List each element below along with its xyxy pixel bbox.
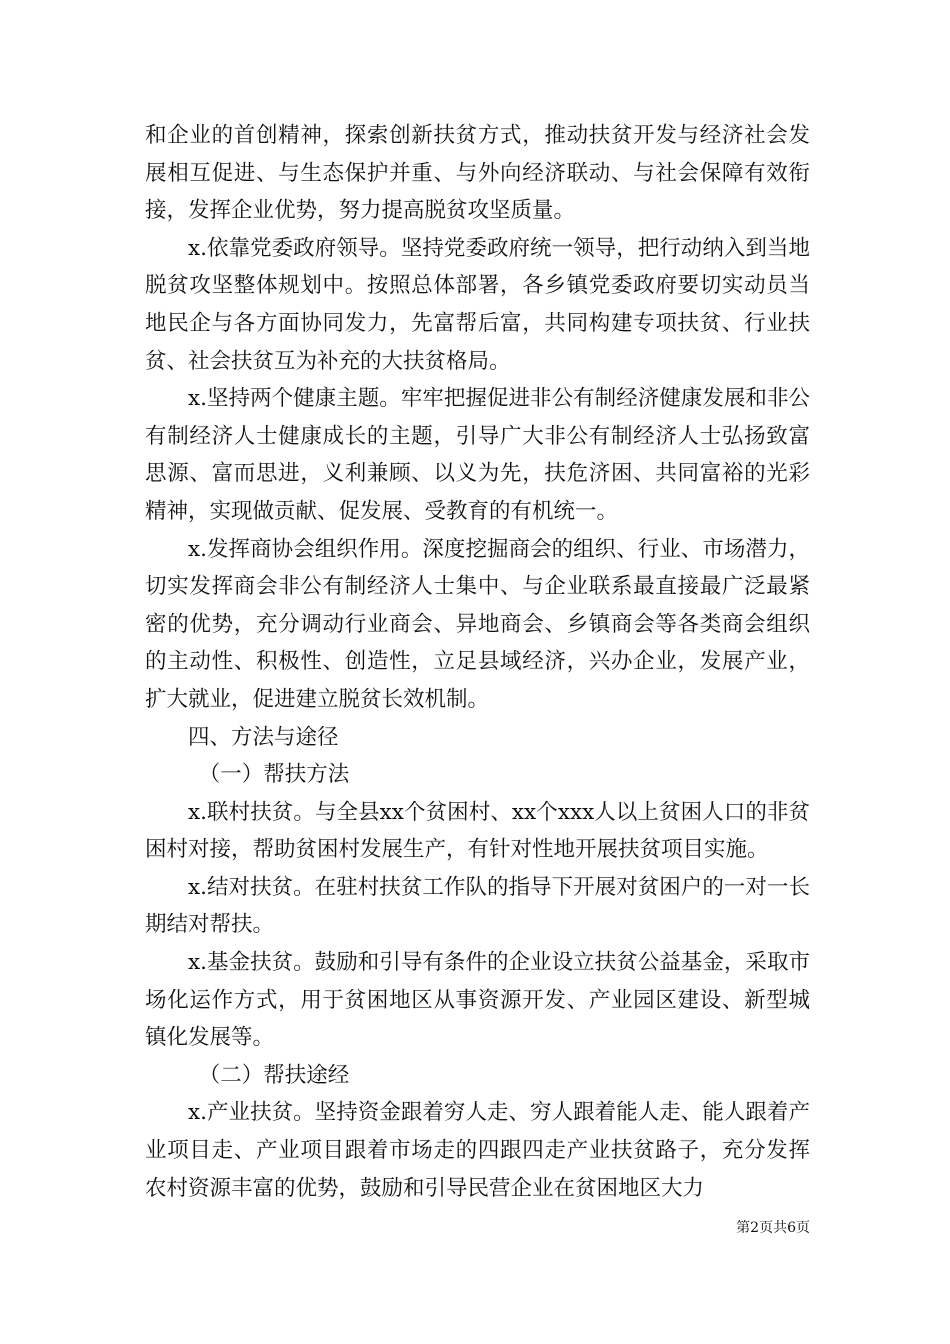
paragraph-chamber-role: x.发挥商协会组织作用。深度挖掘商会的组织、行业、市场潜力，切实发挥商会非公有制经济人士集中、与企业联系最直接最广泛最紧密的优势，充分调动行业商会、异地商会、乡镇商会等各类商会组织的主动性、积极性、创造性，立足县域经济，兴办企业，发展产业，扩大就业，促进建立脱贫长效机制。 — [145, 536, 810, 712]
paragraph-continuation: 和企业的首创精神，探索创新扶贫方式，推动扶贫开发与经济社会发展相互促进、与生态保护并重、与外向经济联动、与社会保障有效衔接，发挥企业优势，努力提高脱贫攻坚质量。 — [145, 123, 810, 224]
paragraph-village-poverty: x.联村扶贫。与全县xx个贫困村、xx个xxx人以上贫困人口的非贫困村对接，帮助贫困村发展生产，有针对性地开展扶贫项目实施。 — [145, 799, 810, 863]
page-number: 第2页共6页 — [736, 1220, 810, 1236]
subheading-assistance-channels: （二）帮扶途经 — [198, 1062, 350, 1088]
paragraph-industry-poverty: x.产业扶贫。坚持资金跟着穷人走、穷人跟着能人走、能人跟着产业项目走、产业项目跟着市场走的四跟四走产业扶贫路子，充分发挥农村资源丰富的优势，鼓励和引导民营企业在贫困地区大力 — [145, 1100, 810, 1201]
page-footer — [700, 1219, 810, 1237]
subheading-assistance-methods: （一）帮扶方法 — [198, 762, 350, 788]
paragraph-fund-poverty: x.基金扶贫。鼓励和引导有条件的企业设立扶贫公益基金，采取市场化运作方式，用于贫困地区从事资源开发、产业园区建设、新型城镇化发展等。 — [145, 950, 810, 1051]
section-heading-methods: 四、方法与途径 — [188, 724, 339, 750]
paragraph-paired-poverty: x.结对扶贫。在驻村扶贫工作队的指导下开展对贫困户的一对一长期结对帮扶。 — [145, 874, 810, 938]
paragraph-health-themes: x.坚持两个健康主题。牢牢把握促进非公有制经济健康发展和非公有制经济人士健康成长的主题，引导广大非公有制经济人士弘扬致富思源、富而思进，义利兼顾、以义为先，扶危济困、共同富裕的光彩精神，实现做贡献、促发展、受教育的有机统一。 — [145, 386, 810, 524]
paragraph-party-leadership: x.依靠党委政府领导。坚持党委政府统一领导，把行动纳入到当地脱贫攻坚整体规划中。按照总体部署，各乡镇党委政府要切实动员当地民企与各方面协同发力，先富帮后富，共同构建专项扶贫、行业扶贫、社会扶贫互为补充的大扶贫格局。 — [145, 235, 810, 374]
document-body — [145, 117, 810, 1207]
